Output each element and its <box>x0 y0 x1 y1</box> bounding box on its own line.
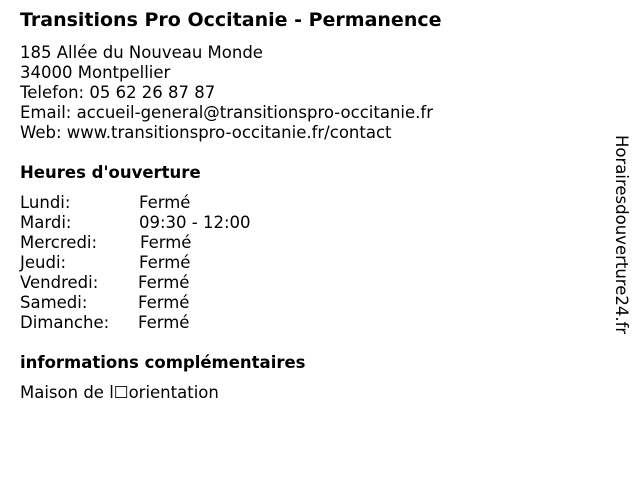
hours-heading: Heures d'ouverture <box>20 163 201 182</box>
hours-day: Mardi: <box>20 213 72 232</box>
hours-day: Mercredi: <box>20 233 98 252</box>
phone-line: Telefon: 05 62 26 87 87 <box>20 83 216 102</box>
hours-day: Vendredi: <box>20 273 99 292</box>
hours-day: Dimanche: <box>20 313 110 332</box>
hours-time: Fermé <box>139 253 191 272</box>
address-street: 185 Allée du Nouveau Monde <box>20 43 263 62</box>
hours-time: Fermé <box>138 293 190 312</box>
hours-time: Fermé <box>140 233 192 252</box>
hours-time: Fermé <box>139 193 191 212</box>
web-line: Web: www.transitionspro-occitanie.fr/contact <box>20 123 392 142</box>
hours-time: Fermé <box>138 273 190 292</box>
site-watermark: Horairesdouverture24.fr <box>612 135 631 335</box>
info-heading: informations complémentaires <box>20 353 306 372</box>
hours-time: 09:30 - 12:00 <box>139 213 251 232</box>
hours-time: Fermé <box>138 313 190 332</box>
hours-day: Lundi: <box>20 193 71 212</box>
hours-day: Jeudi: <box>20 253 67 272</box>
page-title: Transitions Pro Occitanie - Permanence <box>20 9 442 31</box>
hours-day: Samedi: <box>20 293 88 312</box>
info-text: Maison de l☐orientation <box>20 383 219 402</box>
email-line: Email: accueil-general@transitionspro-occitanie.fr <box>20 103 433 122</box>
address-city: 34000 Montpellier <box>20 63 171 82</box>
